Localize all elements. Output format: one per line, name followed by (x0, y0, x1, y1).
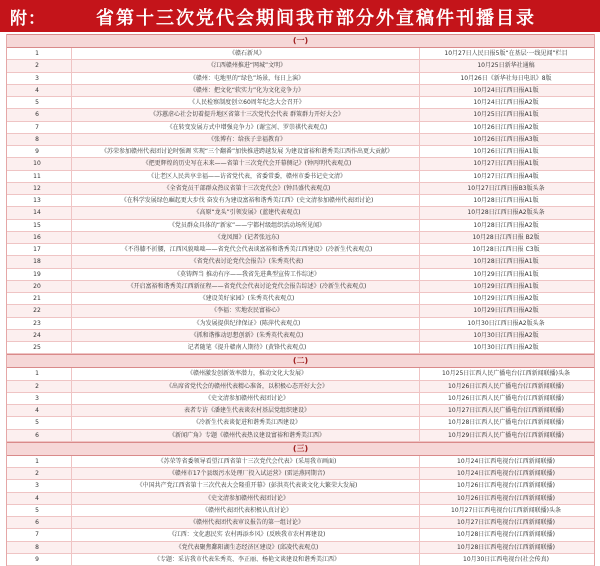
table-row (7, 85, 594, 97)
row-source: 10月24日江西日报A2版 (473, 99, 539, 106)
row-title: 《建设美好家园》(朱秀英代表观点) (199, 295, 295, 302)
row-source: 10月25日新华社通稿 (477, 62, 535, 70)
row-title: 《赣石新风》 (228, 50, 265, 57)
row-number: 8 (35, 543, 39, 551)
row-source: 10月28日江西日报A2版头条 (467, 209, 545, 217)
column-divider (71, 381, 72, 392)
column-divider (71, 293, 72, 304)
column-divider (419, 368, 420, 379)
column-divider (419, 480, 420, 491)
row-number: 5 (35, 419, 39, 427)
page-title: 省第十三次党代会期间我市部分外宣稿件刊播目录 (96, 8, 536, 29)
row-title: 《高原“龙头”引领发展》(蓝建代表观点) (193, 209, 301, 217)
row-title: 《出席省党代会的赣州代表精心准备，以积极心态开好大会》 (165, 382, 328, 390)
column-divider (71, 109, 72, 120)
row-number: 18 (33, 258, 41, 266)
row-source: 10月29日江西日报A2版 (473, 307, 539, 315)
column-divider (419, 122, 420, 133)
column-divider (71, 269, 72, 280)
attachment-label: 附： (10, 9, 46, 29)
table-row (7, 281, 594, 293)
column-divider (71, 220, 72, 231)
row-title: 《新闻广角》专题《赣州代表热议建设富裕和谐秀美江西》 (168, 431, 325, 439)
column-divider (71, 60, 72, 71)
column-divider (71, 405, 72, 416)
row-source: 10月30日江西电视台(社会传真) (463, 555, 549, 563)
row-title: 《党员群众具体的“新家”——宁都村级组织活动场所见闻》 (168, 221, 326, 229)
row-title: 《赣州：把文化“软实力”化为文化竞争力》 (189, 86, 305, 94)
row-title: 《史文清参加赣州代表团讨论》 (204, 394, 289, 402)
row-number: 13 (33, 197, 41, 204)
row-number: 22 (33, 307, 41, 315)
row-source: 10月24日江西日报A1版 (473, 86, 539, 94)
row-source: 10月28日江西日报 C3版 (472, 246, 540, 253)
row-number: 5 (35, 506, 39, 514)
row-source: 10月26日《新华社每日电讯》8版 (460, 74, 552, 82)
column-divider (71, 542, 72, 553)
column-divider (71, 183, 72, 194)
row-source: 10月27日江西电视台(江西新闻联播) (457, 519, 555, 526)
row-number: 1 (35, 457, 39, 465)
row-title: 《在科学发展绿色崛起更大步伐 奋发有为建设富裕和谐秀美江西》(史文清参加赣州代表团讨论) (120, 197, 374, 204)
column-divider (71, 232, 72, 243)
row-number: 23 (33, 319, 41, 327)
row-number: 12 (33, 184, 41, 192)
column-divider (419, 146, 420, 157)
row-source: 10月28日江西日报 B2版 (472, 233, 540, 241)
row-title: 《为发展提供纪律保证》(陈萍代表观点) (193, 319, 301, 327)
column-divider (71, 529, 72, 540)
row-number: 6 (35, 111, 39, 119)
column-divider (71, 318, 72, 329)
table-row (7, 134, 594, 146)
table-row (7, 146, 594, 158)
row-number: 19 (33, 270, 41, 278)
column-divider (71, 330, 72, 341)
table-row (7, 183, 594, 195)
column-divider (419, 134, 420, 145)
table-row (7, 405, 594, 417)
row-title: 《苏荣参加赣州代表团讨论时强调 实现“三个翻番”加快推进跨越发展 为建设富裕和谐秀美江西作出更大贡献》 (100, 148, 394, 155)
row-source: 10月26日江西电视台(江西新闻联播) (457, 494, 555, 502)
row-title: 《赣州市17个县级污水处理厂投入试运营》(雷运燕同期音) (168, 470, 326, 477)
row-source: 10月26日江西日报A1版 (473, 148, 539, 155)
row-source: 10月27日江西日报A4版 (473, 172, 539, 180)
column-divider (419, 256, 420, 267)
row-number: 2 (35, 62, 39, 70)
row-number: 6 (35, 431, 39, 439)
table-row (7, 48, 594, 60)
table-row (7, 305, 594, 317)
row-title: 《龙凤图》(记者张远东) (214, 233, 280, 241)
column-divider (71, 480, 72, 491)
column-divider (71, 505, 72, 516)
column-divider (71, 554, 72, 565)
column-divider (71, 256, 72, 267)
row-title: 《张博有：给孩子幸福教育》 (207, 135, 286, 143)
row-number: 3 (35, 394, 39, 402)
table-row (7, 456, 594, 468)
column-divider (419, 456, 420, 467)
row-title: 《省党代表讨论党代会报告》(朱秀英代表) (190, 258, 304, 266)
table-row (7, 60, 594, 72)
column-divider (419, 468, 420, 479)
row-title: 《冷新生代表谈促进和谐秀美江西建设》 (192, 419, 301, 427)
row-source: 10月28日江西日报A2版 (473, 221, 539, 229)
table-row (7, 342, 594, 354)
row-number: 20 (33, 282, 41, 290)
table-row (7, 171, 594, 183)
row-number: 9 (35, 555, 39, 563)
column-divider (419, 158, 420, 169)
column-divider (419, 183, 420, 194)
table-row (7, 468, 594, 480)
row-title: 《史文清参加赣州代表团讨论》 (204, 494, 289, 502)
row-number: 4 (35, 494, 39, 502)
table-row (7, 542, 594, 554)
column-divider (71, 73, 72, 84)
row-source: 10月29日江西人民广播电台(江西新闻联播) (448, 431, 564, 439)
catalog-table (6, 34, 595, 566)
row-source: 10月29日江西日报A2版 (473, 295, 539, 302)
row-source: 10月29日江西日报A1版 (473, 282, 539, 290)
row-source: 10月29日江西日报A1版 (473, 270, 539, 278)
column-divider (419, 244, 420, 255)
column-divider (71, 393, 72, 404)
column-divider (71, 122, 72, 133)
table-row (7, 207, 594, 219)
column-divider (419, 305, 420, 316)
row-title: 《专题：采访我市代表朱秀英、李正丽、杨艳文谈建设和谐秀美江西》 (153, 555, 340, 563)
row-source: 10月27日江西日报A1版 (473, 160, 539, 168)
row-title: 《让老区人民共享幸福——访省党代表，省委常委，赣州市委书记史文清》 (147, 172, 346, 180)
row-title: 《把更辉煌的历史写在未来——省第十三次党代会开幕侧记》(钟丙明代表观点) (142, 160, 352, 168)
column-divider (419, 330, 420, 341)
row-source: 10月28日江西日报A1版 (473, 197, 539, 204)
column-divider (71, 195, 72, 206)
row-number: 11 (33, 172, 41, 180)
row-number: 9 (35, 148, 39, 155)
column-divider (419, 405, 420, 416)
row-title: 表者专访《潘建生代表谈农村基层党组织建设》 (183, 407, 310, 414)
section-header: (二) (7, 354, 594, 368)
column-divider (419, 417, 420, 428)
row-number: 25 (33, 344, 41, 351)
row-number: 7 (35, 123, 39, 131)
table-row (7, 417, 594, 429)
table-row (7, 554, 594, 566)
column-divider (71, 305, 72, 316)
row-number: 4 (35, 86, 39, 94)
row-number: 2 (35, 382, 39, 390)
row-source: 10月25日江西日报A1版 (473, 111, 539, 119)
table-row (7, 430, 594, 442)
table-row (7, 256, 594, 268)
row-title: 记者随笔《提升赣南人期待》(黄锋代表观点) (187, 344, 307, 351)
column-divider (419, 232, 420, 243)
table-row (7, 220, 594, 232)
column-divider (419, 293, 420, 304)
column-divider (71, 342, 72, 353)
column-divider (419, 195, 420, 206)
column-divider (71, 134, 72, 145)
row-source: 10月28日江西人民广播电台(江西新闻联播) (448, 419, 564, 427)
table-row (7, 232, 594, 244)
column-divider (71, 85, 72, 96)
column-divider (71, 430, 72, 441)
table-row (7, 244, 594, 256)
column-divider (419, 207, 420, 218)
column-divider (419, 269, 420, 280)
row-title: 《抓和谐推动思想创新》(朱秀英代表观点) (190, 331, 304, 339)
row-number: 4 (35, 407, 39, 414)
column-divider (71, 244, 72, 255)
column-divider (419, 393, 420, 404)
column-divider (419, 542, 420, 553)
table-row (7, 393, 594, 405)
column-divider (419, 220, 420, 231)
row-source: 10月28日江西电视台(江西新闻联播) (457, 531, 555, 539)
row-number: 10 (33, 160, 41, 168)
row-source: 10月26日江西日报A2版 (473, 123, 539, 131)
table-row (7, 493, 594, 505)
table-row (7, 330, 594, 342)
table-row (7, 73, 594, 85)
column-divider (419, 318, 420, 329)
column-divider (419, 505, 420, 516)
row-number: 17 (33, 246, 41, 253)
row-source: 10月26日江西电视台(江西新闻联播) (457, 482, 555, 490)
row-number: 21 (33, 295, 41, 302)
table-row (7, 293, 594, 305)
row-source: 10月26日江西人民广播电台(江西新闻联播) (448, 382, 564, 390)
table-row (7, 109, 594, 121)
row-title: 《苏蕙虐心社会切着提升地区省第十三次党代会代表 群策群力开好大会》 (150, 111, 344, 119)
row-title: 《在转变发展方式中增强竞争力》(谢宝河、罗崇祺代表观点) (166, 123, 328, 131)
column-divider (419, 97, 420, 108)
column-divider (71, 368, 72, 379)
row-title: 《中国共产党江西省第十三次代表大会隆重开幕》(彭洪英代表谈文化大繁荣大发展) (136, 482, 358, 490)
column-divider (419, 85, 420, 96)
row-number: 6 (35, 519, 39, 526)
row-source: 10月24日江西电视台(江西新闻联播) (457, 470, 555, 477)
column-divider (71, 468, 72, 479)
row-number: 2 (35, 470, 39, 477)
table-row (7, 122, 594, 134)
column-divider (419, 381, 420, 392)
row-source: 10月24日江西电视台(江西新闻联播) (457, 457, 555, 465)
column-divider (419, 73, 420, 84)
row-title: 《莫铸辉当 推动有序——我省先进典型宣传工作综述》 (174, 270, 320, 278)
table-row (7, 269, 594, 281)
table-row (7, 368, 594, 380)
row-number: 1 (35, 50, 39, 57)
row-number: 16 (33, 233, 41, 241)
row-number: 3 (35, 74, 39, 82)
column-divider (419, 342, 420, 353)
row-title: 《赣州代表团代表审议报告的第一组讨论》 (189, 519, 304, 526)
table-row (7, 505, 594, 517)
row-title: 《赣州激发创新效率潜力，推动文化大发展》 (186, 370, 307, 378)
row-title: 《全省党员干部群众热议省第十三次党代会》(钟昌盛代表观点) (163, 184, 331, 192)
column-divider (419, 48, 420, 59)
row-source: 10月27日人民日报5版“在基层·一线见闻”栏目 (444, 50, 568, 57)
column-divider (71, 517, 72, 528)
table-row (7, 195, 594, 207)
column-divider (419, 554, 420, 565)
row-source: 10月30日江西日报A2版 (473, 344, 539, 351)
column-divider (419, 493, 420, 504)
column-divider (419, 517, 420, 528)
column-divider (71, 158, 72, 169)
table-row (7, 318, 594, 330)
column-divider (419, 60, 420, 71)
row-title: 《李福：实地农民富裕心》 (210, 307, 283, 315)
row-title: 《人民检察制度创立60周年纪念大会召开》 (189, 99, 305, 106)
header-banner (0, 0, 600, 32)
row-source: 10月26日江西日报A3版 (473, 135, 539, 143)
row-title: 《苏荣等省委领导看望江西省第十三次党代会代表》(采用我市画面) (157, 457, 337, 465)
column-divider (419, 529, 420, 540)
section-header: (一) (7, 34, 594, 48)
row-title: 《赣州代表团代表积极认真讨论》 (201, 506, 292, 514)
column-divider (71, 97, 72, 108)
column-divider (71, 171, 72, 182)
column-divider (71, 207, 72, 218)
row-number: 8 (35, 135, 39, 143)
table-row (7, 97, 594, 109)
row-source: 10月28日江西日报A1版 (473, 258, 539, 266)
table-row (7, 381, 594, 393)
row-title: 《开启富裕和谐秀美江西新征程——省党代会代表讨论党代会报告综述》(冷新生代表观点) (127, 282, 367, 290)
row-source: 10月28日江西电视台(江西新闻联播) (457, 543, 555, 551)
row-source: 10月25日江西人民广播电台(江西新闻联播)头条 (442, 370, 570, 378)
column-divider (419, 171, 420, 182)
row-number: 24 (33, 331, 41, 339)
table-row (7, 517, 594, 529)
column-divider (71, 417, 72, 428)
row-source: 10月27日江西电视台(江西新闻联播)头条 (451, 506, 561, 514)
row-source: 10月30日江西日报A2版 (473, 331, 539, 339)
row-source: 10月27日江西日报B3版头条 (467, 184, 545, 192)
table-row (7, 529, 594, 541)
row-number: 14 (33, 209, 41, 217)
row-source: 10月26日江西人民广播电台(江西新闻联播) (448, 394, 564, 402)
row-number: 1 (35, 370, 39, 378)
row-source: 10月30日江西日报A2版头条 (467, 319, 545, 327)
row-number: 3 (35, 482, 39, 490)
row-title: 《江西：文化惠民实 农村再添乡风》(反映我市农村再建设) (168, 531, 326, 539)
row-title: 《党代表聚焦鄱阳湖生态经济区建设》(邱凌代表观点) (175, 543, 319, 551)
row-number: 5 (35, 99, 39, 106)
row-title: 《不得膝不折腰，江西风貌咄咄——省党代会代表谈富裕和谐秀美江西建设》(冷新生代表观点) (121, 246, 373, 253)
table-row (7, 480, 594, 492)
row-source: 10月27日江西人民广播电台(江西新闻联播) (448, 407, 564, 414)
row-title: 《江西赣州推进“网城”文明》 (207, 62, 287, 70)
row-title: 《赣州：屯地里的“绿色”场景，每日上演》 (189, 74, 305, 82)
column-divider (419, 109, 420, 120)
column-divider (71, 493, 72, 504)
column-divider (419, 281, 420, 292)
column-divider (71, 146, 72, 157)
column-divider (71, 281, 72, 292)
row-number: 7 (35, 531, 39, 539)
column-divider (419, 430, 420, 441)
section-header: (三) (7, 442, 594, 456)
column-divider (71, 48, 72, 59)
column-divider (71, 456, 72, 467)
row-number: 15 (33, 221, 41, 229)
table-row (7, 158, 594, 170)
